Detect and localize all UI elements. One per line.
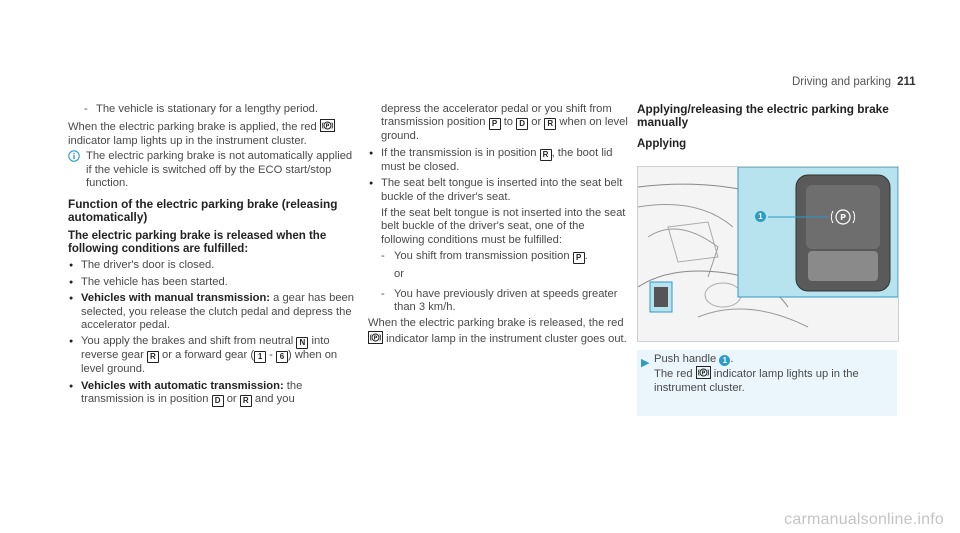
list-item: ● The driver's door is closed. [68,259,358,272]
step-arrow-icon: ▶ [641,357,650,369]
gear-key-r: R [540,149,552,161]
svg-text:P: P [840,213,846,222]
instruction-step: ▶ Push handle 1 . The red P indicator lamp lights up in the instrument cluster. [637,350,897,416]
gear-key-r: R [147,351,159,363]
column-middle [368,103,630,348]
column-right [637,103,897,154]
list-item: - The vehicle is stationary for a lengthy period. [68,103,358,116]
gear-key-r: R [544,118,556,130]
info-note: The electric parking brake is not automatically applied if the vehicle is switched off by the ECO start/stop function. [68,150,358,190]
gear-key-p: P [573,252,585,264]
svg-text:P: P [701,370,706,377]
list-item: ● If the transmission is in position R , the boot lid must be closed. [368,147,630,174]
gear-key-6: 6 [276,351,288,363]
svg-text:P: P [325,123,330,130]
gear-key-1: 1 [254,351,266,363]
parking-brake-icon [320,119,335,132]
paragraph: When the electric parking brake is released, the red P indicator lamp in the instrument cluster goes out. [368,317,627,345]
paragraph: depress the accelerator pedal or you shift from transmission position P to D or R when on level ground. [381,103,628,143]
svg-text:P: P [373,335,378,342]
list-item: ● Vehicles with automatic transmission: the transmission is in position D or R and you [68,380,358,407]
callout-1: 1 [719,355,730,366]
subsection-heading: The electric parking brake is released when the following conditions are fulfilled: [68,230,327,256]
list-item: - You have previously driven at speeds greater than 3 km/h. [368,288,630,315]
gear-key-r: R [240,395,252,407]
list-item: ● The seat belt tongue is inserted into the seat belt buckle of the driver's seat. [368,177,630,204]
section-heading: Applying/releasing the electric parking brake manually [637,102,889,129]
paragraph: When the electric parking brake is applied, the red P indicator lamp lights up in the instrument cluster. [68,119,358,148]
section-title: Driving and parking [792,76,892,88]
paragraph: If the seat belt tongue is not inserted into the seat belt buckle of the driver's seat, one of the following conditions must be fulfilled: [381,207,626,246]
list-item: ● You apply the brakes and shift from neutral N into reverse gear R or a forward gear ( 1 - 6 ) when on level ground. [68,335,358,376]
section-heading: Function of the electric parking brake (releasing automatically) [68,197,338,225]
gear-key-p: P [489,118,501,130]
info-icon [68,150,80,166]
parking-brake-icon [368,331,383,344]
callout-1: 1 [755,211,766,222]
page-header [792,76,916,88]
subsection-heading: Applying [637,138,687,150]
dashboard-illustration [637,166,899,342]
gear-key-n: N [296,337,308,349]
parking-brake-icon [696,366,711,379]
watermark: carmanualsonline.info [784,511,944,528]
list-item: ● The vehicle has been started. [68,276,358,289]
gear-key-d: D [516,118,528,130]
or-text: or [394,268,404,281]
list-item: - You shift from transmission position P . [368,250,630,264]
list-item: ● Vehicles with manual transmission: a gear has been selected, you release the clutch pedal and depress the accelerator pedal. [68,292,358,332]
page-number: 211 [897,76,916,88]
column-left [68,103,358,410]
gear-key-d: D [212,395,224,407]
